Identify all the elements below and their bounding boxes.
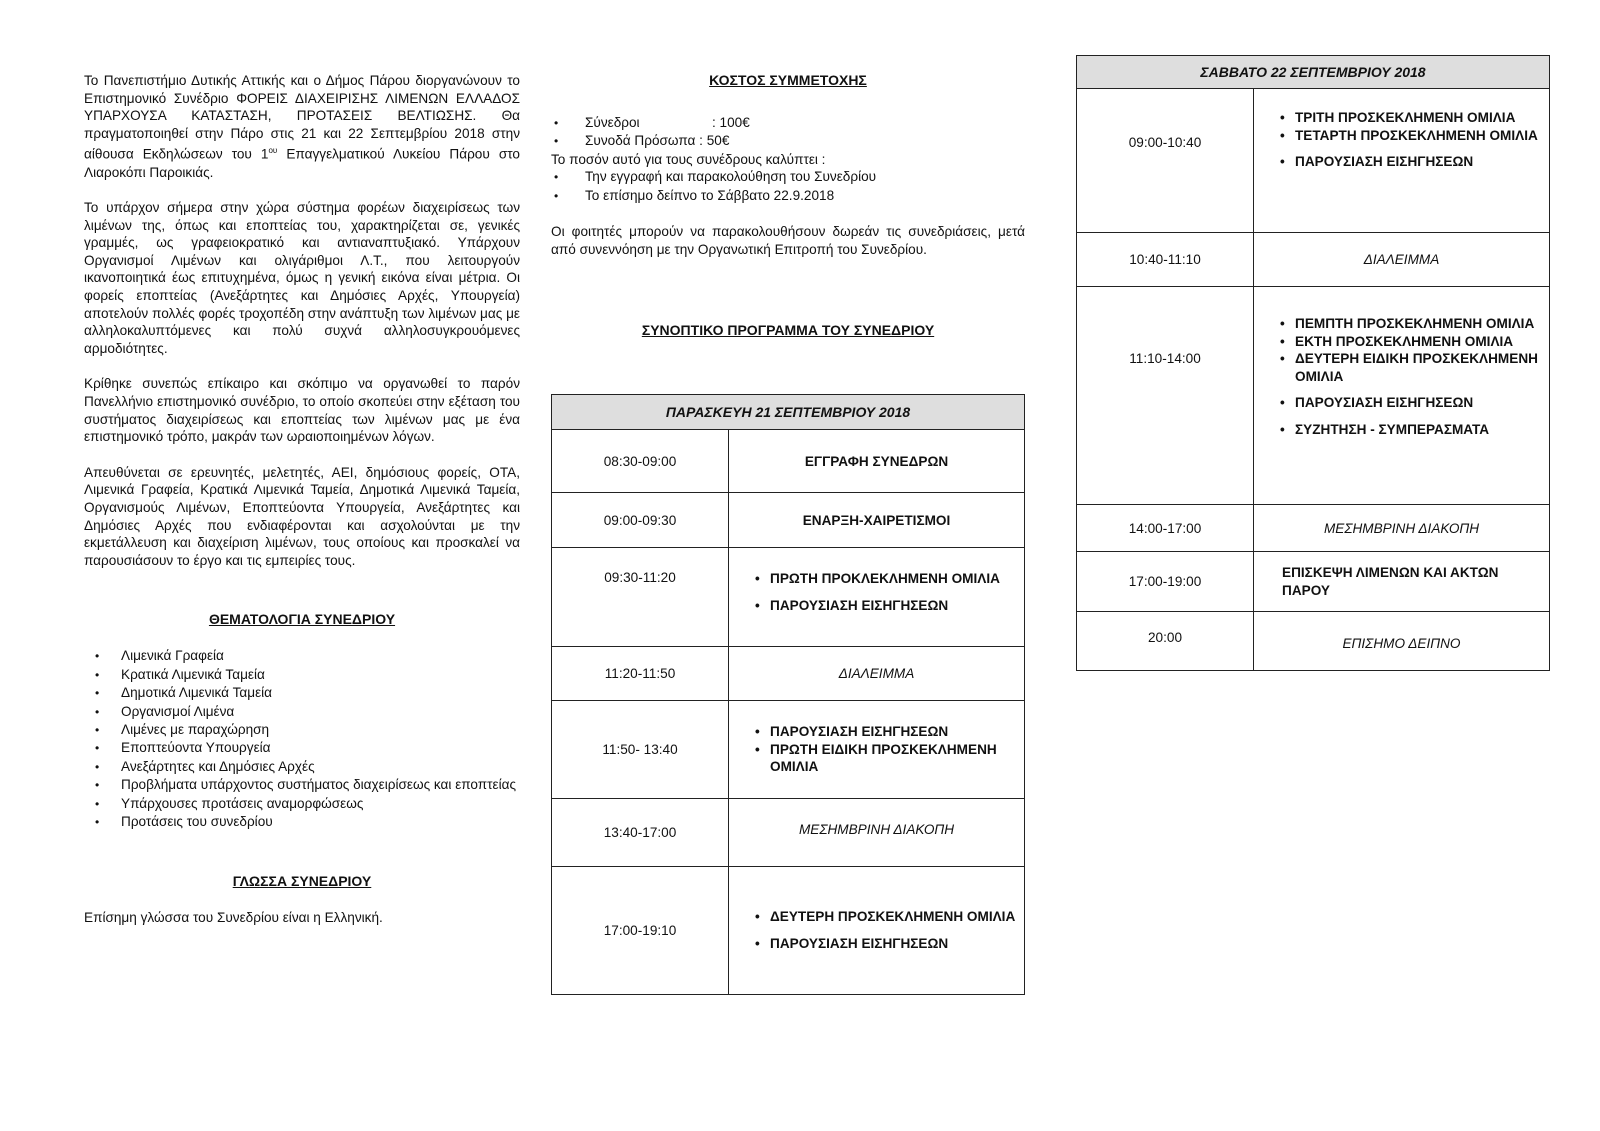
intro-text-b: Επαγγελματικού Λυκείου Πάρου στο Λιαροκόπι Παροικιάς.: [84, 146, 520, 180]
ordinal-sup: ου: [268, 146, 278, 156]
table-header-row: [1077, 56, 1550, 89]
time-cell: 14:00-17:00: [1077, 505, 1254, 552]
table-row: [552, 799, 1025, 867]
activity-cell: [729, 548, 1025, 647]
intro-paragraph-3: Κρίθηκε συνεπώς επίκαιρο και σκόπιμο να οργανωθεί το παρόν Πανελλήνιο επιστημονικό συνέδριο, το οποίο σκοπεύει στην εξέταση του συστήματος διαχειρίσεως και εποπτείας των λιμένων μας με ένα επιστημονικό τρόπο, μακράν των ωραιοποιημένων λόγων.: [84, 376, 520, 445]
cost-list: [551, 114, 1025, 151]
list-item: [551, 132, 1025, 150]
list-item: [551, 114, 1025, 132]
list-item: • Κρατικά Λιμενικά Ταμεία: [84, 666, 520, 684]
time-cell: 11:20-11:50: [552, 647, 729, 701]
time-cell: 09:30-11:20: [552, 548, 729, 647]
activity-text: ΕΠΙΣΚΕΨΗ ΛΙΜΕΝΩΝ ΚΑΙ ΑΚΤΩΝ ΠΑΡΟΥ: [1282, 564, 1499, 598]
list-item: • ΠΑΡΟΥΣΙΑΣΗ ΕΙΣΗΓΗΣΕΩΝ: [770, 723, 1017, 741]
activity-list: [1255, 315, 1548, 439]
list-item: • ΠΑΡΟΥΣΙΑΣΗ ΕΙΣΗΓΗΣΕΩΝ: [770, 935, 1017, 953]
list-item: • ΠΕΜΠΤΗ ΠΡΟΣΚΕΚΛΗΜΕΝΗ ΟΜΙΛΙΑ: [1295, 315, 1542, 333]
time-cell: 11:10-14:00: [1077, 287, 1254, 505]
activity-cell: ΜΕΣΗΜΒΡΙΝΗ ΔΙΑΚΟΠΗ: [1254, 505, 1550, 552]
time-cell: 10:40-11:10: [1077, 233, 1254, 287]
saturday-schedule: [1076, 55, 1550, 671]
table-row: [552, 430, 1025, 493]
activity-cell: ΜΕΣΗΜΒΡΙΝΗ ΔΙΑΚΟΠΗ: [729, 799, 1025, 867]
intro-paragraph-2: Το υπάρχον σήμερα στην χώρα σύστημα φορέων διαχειρίσεως των λιμένων της, όπως και εποπτείας του, χαρακτηρίζεται σε, γενικές γραμμές, ως γραφειοκρατικό και αντιαναπτυξιακό. Υπάρχουν Οργανισμοί Λιμένων και ολιγάριθμοι Λ.Τ., που λειτουργούν ικανοποιητικά έως επιτυχημένα, όμως η γενική εικόνα είναι μέτρια. Οι φορείς εποπτείας (Ανεξάρτητες και Δημόσιες Αρχές, Υπουργεία) αποτελούν πολλές φορές τροχοπέδη στην ανάπτυξη των λιμένων μας με αλληλοκαλυπτόμενες και πολύ συχνά αλληλοσυγκρουόμενες αρμοδιότητες.: [84, 200, 520, 356]
table-row: [552, 548, 1025, 647]
list-item: • ΠΑΡΟΥΣΙΑΣΗ ΕΙΣΗΓΗΣΕΩΝ: [1295, 153, 1542, 171]
cost-title: ΚΟΣΤΟΣ ΣΥΜΜΕΤΟΧΗΣ: [709, 72, 867, 88]
table-row: [552, 701, 1025, 799]
intro-paragraph-1: [84, 72, 520, 181]
list-item: • ΤΡΙΤΗ ΠΡΟΣΚΕΚΛΗΜΕΝΗ ΟΜΙΛΙΑ: [1295, 109, 1542, 127]
topics-title: ΘΕΜΑΤΟΛΟΓΙΑ ΣΥΝΕΔΡΙΟΥ: [208, 611, 396, 628]
cost-value: : 100€: [712, 115, 750, 130]
table-row: [1077, 233, 1550, 287]
time-cell: 17:00-19:00: [1077, 552, 1254, 612]
activity-cell: [1254, 287, 1550, 505]
table-row: [552, 867, 1025, 995]
list-item: • ΕΚΤΗ ΠΡΟΣΚΕΚΛΗΜΕΝΗ ΟΜΙΛΙΑ: [1295, 333, 1542, 351]
activity-cell: ΕΓΓΡΑΦΗ ΣΥΝΕΔΡΩΝ: [729, 430, 1025, 493]
intro-text-a: Το Πανεπιστήμιο Δυτικής Αττικής και ο Δήμος Πάρου διοργανώνουν το Επιστημονικό Συνέδριο ΦΟΡΕΙΣ ΔΙΑΧΕΙΡΙΣΗΣ ΛΙΜΕΝΩΝ ΕΛΛΑΔΟΣ ΥΠΑΡΧΟΥΣΑ ΚΑΤΑΣΤΑΣΗ, ΠΡΟΤΑΣΕΙΣ ΒΕΛΤΙΩΣΗΣ. Θα πραγματοποιηθεί στην Πάρο στις 21 και 22 Σεπτεμβρίου 2018 στην αίθουσα Εκδηλώσεων του 1: [84, 73, 520, 162]
list-item: • Ανεξάρτητες και Δημόσιες Αρχές: [84, 758, 520, 776]
intro-paragraph-4: Απευθύνεται σε ερευνητές, μελετητές, ΑΕΙ, δημόσιους φορείς, ΟΤΑ, Λιμενικά Γραφεία, Κρατικά Λιμενικά Ταμεία, Δημοτικά Λιμενικά Ταμεία, Οργανισμούς Λιμένων, Εποπτεύοντα Υπουργεία, Ανεξάρτητες και Δημόσιες Αρχές που ενδιαφέρονται και ασχολούνται με την εκμετάλλευση και διαχείριση λιμένων, τους οποίους και προσκαλεί να παρουσιάσουν το έργο και τις εμπειρίες τους.: [84, 464, 520, 568]
language-title: ΓΛΩΣΣΑ ΣΥΝΕΔΡΙΟΥ: [232, 873, 372, 890]
activity-cell: [729, 701, 1025, 799]
friday-schedule: [551, 394, 1025, 995]
cost-label: Συνοδά Πρόσωπα: [585, 133, 696, 149]
list-item: • Λιμένες με παραχώρηση: [84, 721, 520, 739]
cost-covers-intro: Το ποσόν αυτό για τους συνέδρους καλύπτει :: [551, 151, 826, 167]
list-item: • ΠΑΡΟΥΣΙΑΣΗ ΕΙΣΗΓΗΣΕΩΝ: [770, 597, 1017, 615]
list-item: • Υπάρχουσες προτάσεις αναμορφώσεως: [84, 795, 520, 813]
list-item: • ΠΑΡΟΥΣΙΑΣΗ ΕΙΣΗΓΗΣΕΩΝ: [1295, 394, 1542, 412]
activity-list: [730, 908, 1023, 952]
students-note: Οι φοιτητές μπορούν να παρακολουθήσουν δωρεάν τις συνεδριάσεις, μετά από συνεννόηση με την Οργανωτική Επιτροπή του Συνεδρίου.: [551, 224, 1025, 257]
cost-value: : 50€: [699, 133, 730, 149]
time-cell: 09:00-10:40: [1077, 89, 1254, 233]
table-row: [1077, 287, 1550, 505]
activity-list: [730, 570, 1023, 614]
language-text: Επίσημη γλώσσα του Συνεδρίου είναι η Ελληνική.: [84, 910, 383, 926]
activity-cell: [1254, 89, 1550, 233]
left-column: [84, 0, 520, 927]
list-item: • ΔΕΥΤΕΡΗ ΠΡΟΣΚΕΚΛΗΜΕΝΗ ΟΜΙΛΙΑ: [770, 908, 1017, 926]
list-item: • Δημοτικά Λιμενικά Ταμεία: [84, 684, 520, 702]
activity-list: [730, 723, 1023, 776]
activity-cell: ΕΠΙΣΗΜΟ ΔΕΙΠΝΟ: [1254, 612, 1550, 671]
time-cell: 17:00-19:10: [552, 867, 729, 995]
time-cell: 09:00-09:30: [552, 493, 729, 548]
time-cell: 20:00: [1077, 612, 1254, 671]
list-item: • ΣΥΖΗΤΗΣΗ - ΣΥΜΠΕΡΑΣΜΑΤΑ: [1295, 421, 1542, 439]
program-title: ΣΥΝΟΠΤΙΚΟ ΠΡΟΓΡΑΜΜΑ ΤΟΥ ΣΥΝΕΔΡΙΟΥ: [641, 322, 935, 339]
middle-column: [551, 0, 1025, 1131]
activity-cell: ΔΙΑΛΕΙΜΜΑ: [729, 647, 1025, 701]
list-item: • Την εγγραφή και παρακολούθηση του Συνεδρίου: [551, 168, 1025, 186]
saturday-header: ΣΑΒΒΑΤΟ 22 ΣΕΠΤΕΜΒΡΙΟΥ 2018: [1077, 56, 1550, 89]
list-item: • Οργανισμοί Λιμένα: [84, 703, 520, 721]
list-item: • Το επίσημο δείπνο το Σάββατο 22.9.2018: [551, 187, 1025, 205]
friday-header: ΠΑΡΑΣΚΕΥΗ 21 ΣΕΠΤΕΜΒΡΙΟΥ 2018: [552, 395, 1025, 430]
time-cell: 11:50- 13:40: [552, 701, 729, 799]
table-row: [1077, 552, 1550, 612]
table-row: [1077, 612, 1550, 671]
list-item: • Λιμενικά Γραφεία: [84, 647, 520, 665]
time-cell: 13:40-17:00: [552, 799, 729, 867]
list-item: • Εποπτεύοντα Υπουργεία: [84, 739, 520, 757]
table-row: [1077, 505, 1550, 552]
activity-cell: [729, 867, 1025, 995]
time-cell: 08:30-09:00: [552, 430, 729, 493]
table-header-row: [552, 395, 1025, 430]
activity-cell: ΔΙΑΛΕΙΜΜΑ: [1254, 233, 1550, 287]
list-item: • ΤΕΤΑΡΤΗ ΠΡΟΣΚΕΚΛΗΜΕΝΗ ΟΜΙΛΙΑ: [1295, 127, 1542, 145]
list-item: • ΠΡΩΤΗ ΕΙΔΙΚΗ ΠΡΟΣΚΕΚΛΗΜΕΝΗ ΟΜΙΛΙΑ: [770, 741, 1017, 776]
list-item: • ΔΕΥΤΕΡΗ ΕΙΔΙΚΗ ΠΡΟΣΚΕΚΛΗΜΕΝΗ ΟΜΙΛΙΑ: [1295, 350, 1542, 385]
table-row: [552, 647, 1025, 701]
activity-list: [1255, 109, 1548, 171]
activity-cell: [1254, 552, 1550, 612]
list-item: • Προτάσεις του συνεδρίου: [84, 813, 520, 831]
right-column: [1076, 0, 1550, 1131]
covers-list: [551, 168, 1025, 205]
table-row: [552, 493, 1025, 548]
list-item: • Προβλήματα υπάρχοντος συστήματος διαχειρίσεως και εποπτείας: [84, 776, 520, 794]
list-item: • ΠΡΩΤΗ ΠΡΟΚΛΕΚΛΗΜΕΝΗ ΟΜΙΛΙΑ: [770, 570, 1017, 588]
activity-cell: ΕΝΑΡΞΗ-ΧΑΙΡΕΤΙΣΜΟΙ: [729, 493, 1025, 548]
cost-label: Σύνεδροι: [585, 115, 640, 130]
topics-list: [84, 647, 520, 831]
table-row: [1077, 89, 1550, 233]
